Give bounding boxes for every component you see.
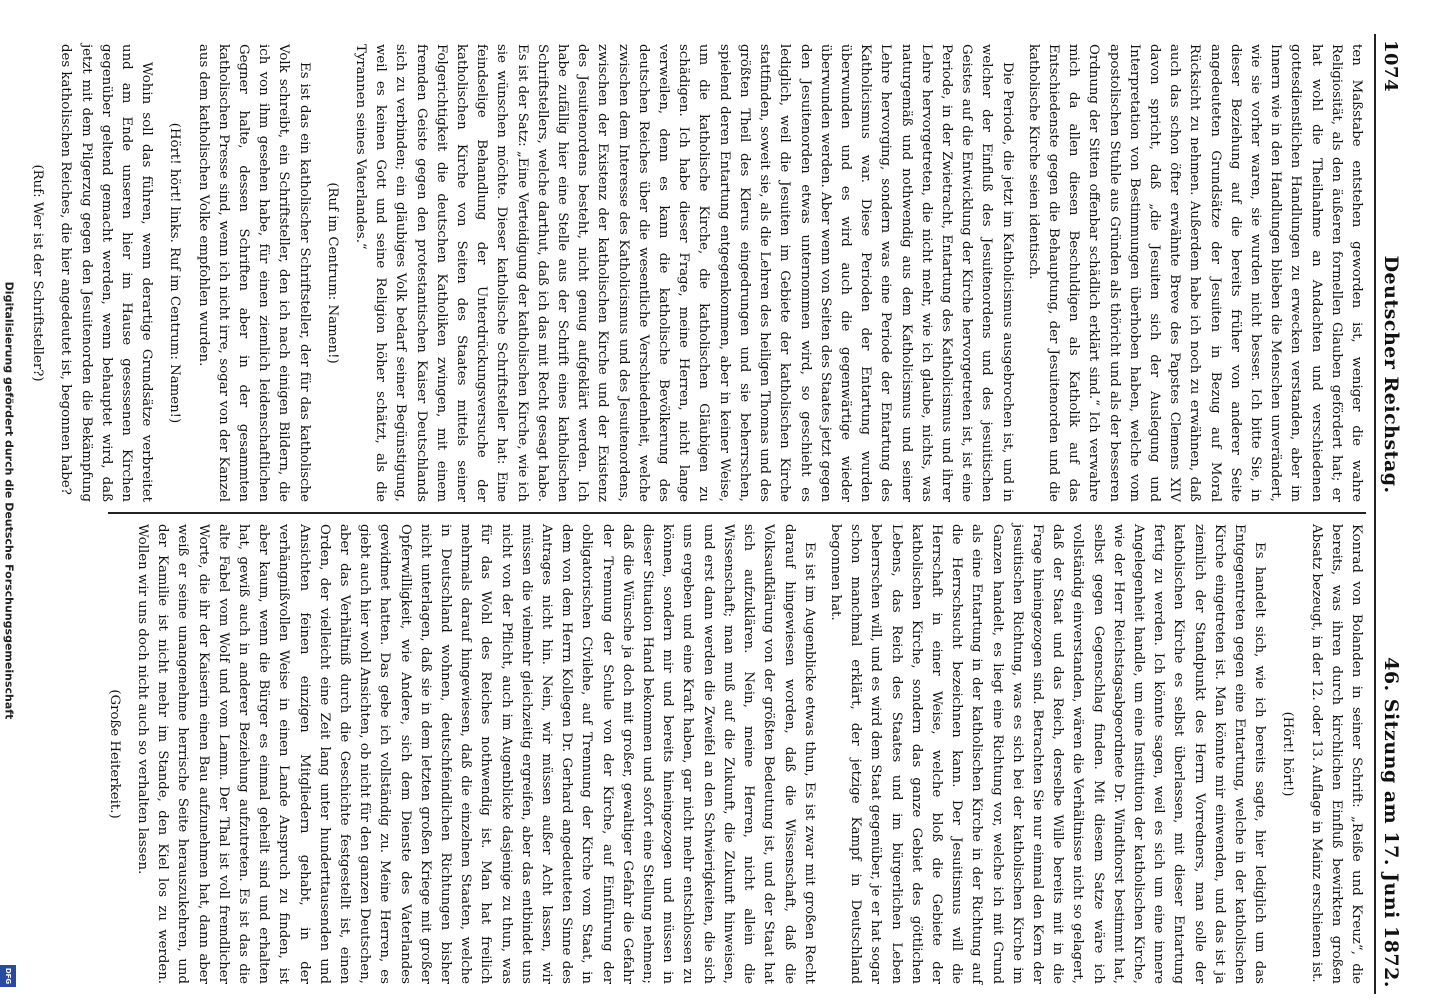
journal-title: Deutscher Reichstag. bbox=[1380, 255, 1402, 494]
session-title: 46. Sitzung am 17. Juni 1872. bbox=[1380, 657, 1402, 988]
text-columns bbox=[30, 34, 1366, 994]
left-column bbox=[30, 34, 1366, 514]
interjection: (Hört! hört!) bbox=[1280, 711, 1296, 797]
digitization-note bbox=[2, 0, 16, 1000]
page-header bbox=[1374, 34, 1418, 994]
interjection: (Ruf im Centrum: Namen!) bbox=[324, 182, 340, 364]
paragraph: Wohin soll das führen, wenn derartige Grundsätze verbreitet und am Ende unseren hier im Hause gesessenen Kirchen gegenüber geltend gemacht werden, wenn behauptet wird, daß jetzt mit dem Pilgerzug gegen den Jesuitenorden die Bekämpfung des katholischen Reiches, die hier angedeutet ist, begonnen habe? bbox=[58, 44, 155, 502]
right-column bbox=[108, 514, 1366, 994]
closing-interjection: (Große Heiterkeit.) bbox=[106, 689, 122, 819]
digitization-note-text: Digitalisierung gefördert durch die Deutsche Forschungsgemeinschaft bbox=[2, 281, 16, 719]
scanned-page bbox=[30, 34, 1418, 994]
paragraph: Es ist das ein katholischer Schriftsteller, der für das katholische Volk schreibt, ein Schriftsteller, den ich nach einigen Bildern, die ich von ihm gesehen habe, für einen ziemlich leidenschaftlichen Gegner halte, dessen Schriften aber in der gesammten katholischen Presse sind, wenn ich nicht irre, sogar von der Kanzel aus dem katholischen Volke empfohlen wurden. bbox=[195, 44, 312, 502]
paragraph: ten Maßstabe entstehen geworden ist, weniger die wahre Religiosität, als den äußeren formellen Glauben gefördert hat; er hat wohl die Theilnahme an Andachten und verschiedenen gottesdienstlichen Handlungen zu erwecken verstanden, aber im Innern wie in den Handlungen blieben die Menschen unverändert, wie sie vorher waren, sie wurden nicht besser. Ich bitte Sie, in dieser Beziehung auf die bereits früher von anderer Seite angedeuteten Grundsätze der Jesuiten in Bezug auf Moral Rücksicht zu nehmen. Außerdem habe ich noch zu erwähnen, daß auch das schon öfter erwähnte Breve des Papstes Clemens XIV davon spricht, daß „die Jesuiten sich der Auslegung und Interpretation von Bestimmungen überhoben haben, welche vom apostolischen Stuhle aus Gründen als thöricht und als der besseren Ordnung der Sitten offenbar schädlich erklärt sind.“ Ich verwahre mich da allen diesen Beschuldigen als Katholik auf das Entschiedenste gegen die Behauptung, der Jesuitenorden und die katholische Kirche seien identisch. bbox=[1025, 44, 1364, 502]
dfg-logo: DFG bbox=[0, 965, 16, 987]
paragraph: Die Periode, die jetzt im Katholicismus ausgebrochen ist, und in welcher der Einfluß des Jesuitenordens und des jesuitischen Geistes auf die Entwicklung der Kirche hervorgetreten ist, ist eine Periode, in der Zwietracht, Entartung des Katholicismus und ihrer Lehre hervorgetreten, die nicht mehr, wie ich glaube, nichts, was naturgemäß und nothwendig aus dem Katholicismus und seiner Lehre hervorging, sondern was eine Periode der Entartung des Katholicismus war. Diese Perioden der Entartung wurden überwunden und es wird auch die gegenwärtige wieder überwunden werden. Aber wenn von Seiten des Staates jetzt gegen den Jesuitenorden etwas unternommen wird, so geschieht es lediglich, weil die Jesuiten im Gebiete der katholischen Kirche stattfinden, soweit sie, als die Lehren des heiligen Thomas und des größten Theil des Klerus eingedrungen und sie beherrschen, spielend deren Entartung entgegenkommen, aber in keiner Weise, um die katholische Kirche, die katholischen Gläubigen zu schädigen. Ich habe dieser Frage, meine Herren, nicht lange verweilen, denn es kann die katholische Bevölkerung des deutschen Reiches über die wesentliche Verschiedenheit, welche zwischen dem Interesse des Katholicismus und des Jesuitenordens, zwischen der Existenz der katholischen Kirche und der Existenz des Jesuitenordens besteht, nicht genug aufgeklärt werden. Ich habe zufällig hier eine Stelle aus der Schrift eines katholischen Schriftstellers, welche darthut, daß ich das mit Recht gesagt habe. Es ist der Satz: „Eine Verteidigung der katholischen Kirche, wie ich sie wünschen möchte. Dieser katholische Schriftsteller hat: Eine feindselige Behandlung der Unterdrückungsversuche der katholischen Kirche von Seiten des Staates mittels seiner Folgerichtigkeit die deutschen Katholiken zwingen, mit einem fremden Geiste gegen den protestantischen Kaiser Deutschlands sich zu verbinden; ein gläubiges Volk bedarf seiner Begünstigung, weil es keinen Gott und seine Religion höher schätzt, als die Tyrannen seines Vaterlandes.“ bbox=[353, 44, 1015, 502]
paragraph: Konrad von Bolanden in seiner Schrift: „Reiße und Kreuz“, die bereits, was ihren durch kirchlichen Einfluß bewirkten großen Absatz bezeugt, in der 12. oder 13. Auflage in Mainz erschienen ist. bbox=[1308, 524, 1364, 984]
paragraph: Es ist im Augenblicke etwas thun, Es ist zwar mit großen Recht darauf hingewiesen worden, daß die Wissenschaft, daß die Volksaufklärung von der größten Bedeutung ist, und der Staat hat sich aufzuklären. Nein, meine Herren, nicht allein die Wissenschaft; man muß auf die Zukunft, die Zukunft hinweisen, und erst dann werden die Zweifel an den Schwierigkeiten, die sich uns ergeben und eine Kraft haben, gar nicht mehr entschlossen zu können, sondern mir und bereits hineingezogen und müssen in dieser Situation Hand bekommen und sofort eine Stellung nehmen; daß die Wünsche ja doch mit großer, gewaltiger Gefahr die Gefahr der Trennung der Schule von der Kirche, auf Einführung der obligatorischen Civilehe, auf Trennung der Kirche vom Staat, in dem von dem Herrn Kollegen Dr. Gerhard angedeuteten Sinne des Antrages nicht hin. Nein, wir müssen außer Acht lassen, wir müssen die vielmehr gleichzeitig ergreifen, aber das entbindet uns nicht von der Pflicht, auch im Augenblicke dasjenige zu thun, was für das Wohl des Reiches nothwendig ist. Man hat freilich mehrmals darauf hingewiesen, daß die einzelnen Staaten, welche in Deutschland wohnen, deutschfeindlichen Richtungen bisher nicht unterlagen, daß sie in dem letzten großen Kriege mit großer Opferwilligkeit, wie Andere, sich dem Dienste des Vaterlandes gewidmet hatten. Das gebe ich vollständig zu. Meine Herren, es giebt auch hier wohl Ansichten, ob nicht für den ganzen Deutschen, aber das Verhältniß durch die Geschichte festgestellt ist, einen Orden, der vielleicht eine Zeit lang unter hunderttausenden und Ansichten feinen einzigen Mitgliedern gehabt, in der verhängnißvollen Weise in einen Lande Anspruch zu finden, ist aber kaum, wenn die Bürger es einmal geheilt sind und erhalten hat, gewiß auch in anderer Beziehung aufzutreten. Es ist das die alte Fabel vom Wolf und vom Lamm. Der Thal ist voll fremdlicher Worte, die ihr der Kaiserin einen Bau aufzunehmen hat, dann aber weiß er seine unangenehme herrische Seite herauszukehren, und der Kamilie ist nicht mehr im Stande, den Kiel los zu werden. Wollen wir uns doch nicht auch so verhalten lassen. bbox=[135, 524, 817, 984]
interjection: (Ruf: Wer ist der Schriftsteller?) bbox=[30, 164, 46, 382]
page-number: 1074 bbox=[1380, 40, 1401, 93]
paragraph: Es handelt sich, wie ich bereits sagte, hier lediglich um das Entgegentreten gegen eine Entartung, welche in der katholischen Kirche eingetreten ist. Man könnte mir einwenden, und das ist ja ziemlich der Standpunkt des Herrn Vorredners, man solle der katholischen Kirche es selbst überlassen, mit dieser Entartung fertig zu werden. Ich könnte sagen, weil es sich um eine innere Angelegenheit handle, um eine Institution der katholischen Kirche, wie der Herr Reichstagsabgeordnete Dr. Windthorst bestimmt hat, selbst gegen Gegenschlag finden. Mit diesem Satze wäre ich vollständig einverstanden, wären die Verhältnisse nicht so gelagert, daß der Staat und das Reich, derselbe Wille bereits mit in die Frage hineingezogen sind. Betrachten Sie nur einmal den Kern der jesuitischen Richtung, was es sich bei der katholischen Kirche im Ganzen handelt, es liegt eine Richtung vor, welche ich mit Grund als eine Entartung in der katholischen Kirche in der Richtung auf die Herrschsucht bezeichnen kann. Der Jesuitismus will die Herrschaft in einer Weise, welche bloß die Gebiete der katholischen Kirche, sondern das ganze Gebiet des göttlichen Lebens, das Reich des Staates und im bürgerlichen Leben beherrschen will, und es wird dem Staat gegenüber, je er hat sogar schon manchmal erklärt, der jetzige Kampf in Deutschland begonnen hat. bbox=[827, 524, 1268, 984]
interjection: (Hört! hört! links. Ruf im Centrum: Namen!) bbox=[167, 122, 183, 424]
